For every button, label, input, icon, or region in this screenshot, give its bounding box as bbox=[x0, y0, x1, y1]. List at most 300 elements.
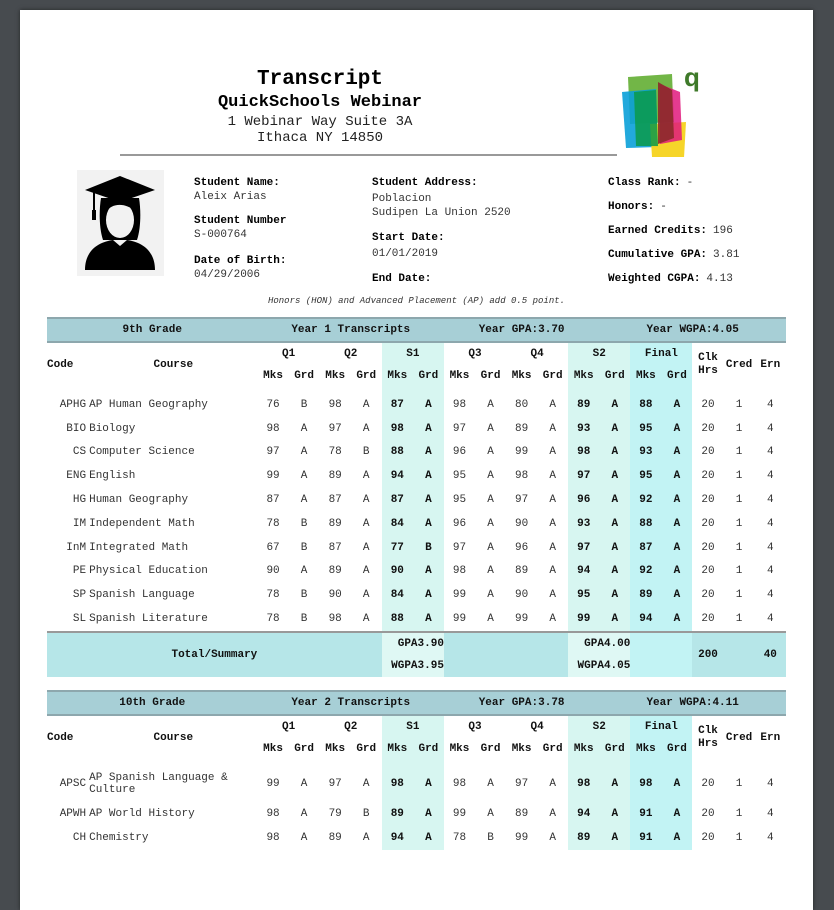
q3-marks: 97 bbox=[452, 541, 467, 554]
q3-grade: A bbox=[487, 470, 494, 483]
final-grade: A bbox=[661, 766, 692, 802]
q4-marks: 89 bbox=[514, 565, 529, 578]
clock-hours: 20 bbox=[701, 778, 715, 790]
year-title: Year 1 Transcripts bbox=[258, 318, 444, 342]
col-course: Course bbox=[153, 732, 194, 744]
final-marks: 88 bbox=[630, 512, 661, 536]
col-hrs: Hrs bbox=[698, 738, 718, 750]
final-grade: A bbox=[661, 802, 692, 826]
q1-marks: 67 bbox=[266, 541, 280, 554]
q2-marks: 87 bbox=[328, 494, 342, 507]
s1-grade: B bbox=[413, 536, 444, 560]
s1-marks: 98 bbox=[382, 766, 413, 802]
course-code: PE bbox=[72, 565, 87, 578]
col-cred: Cred bbox=[725, 359, 753, 371]
weighted-cgpa: Weighted CGPA: 4.13 bbox=[608, 273, 733, 285]
col-q3: Q3 bbox=[468, 348, 482, 360]
q2-marks: 89 bbox=[328, 470, 342, 483]
q4-marks: 96 bbox=[514, 541, 529, 554]
student-name: Aleix Arias bbox=[194, 191, 267, 203]
final-summary bbox=[630, 632, 692, 677]
s2-marks: 94 bbox=[568, 802, 599, 826]
total-clock-hours: 200 bbox=[692, 632, 723, 677]
q3-marks: 97 bbox=[452, 422, 467, 435]
col-clk: Clk bbox=[698, 725, 718, 737]
student-info-col2 bbox=[372, 176, 511, 286]
course-row bbox=[47, 766, 786, 802]
earned: 4 bbox=[767, 613, 774, 626]
q1-grade: A bbox=[300, 470, 308, 483]
s1-grade: A bbox=[413, 441, 444, 465]
final-grade: A bbox=[661, 393, 692, 417]
final-marks: 92 bbox=[630, 560, 661, 584]
course-code: APHG bbox=[59, 398, 87, 411]
earned: 4 bbox=[767, 831, 774, 844]
credits: 1 bbox=[735, 470, 743, 483]
q2-grade: B bbox=[362, 446, 370, 459]
q3-marks: 95 bbox=[452, 494, 467, 507]
clock-hours: 20 bbox=[701, 446, 715, 459]
q1-marks: 87 bbox=[266, 494, 280, 507]
s1-marks: 94 bbox=[382, 826, 413, 850]
col-s2: S2 bbox=[568, 715, 630, 738]
col-grd: Grd bbox=[542, 743, 563, 755]
s2-grade: A bbox=[599, 766, 630, 802]
q4-marks: 98 bbox=[514, 470, 529, 483]
q4-grade: A bbox=[549, 446, 556, 459]
final-marks: 95 bbox=[630, 417, 661, 441]
course-name: Independent Math bbox=[89, 517, 195, 530]
course-code: BIO bbox=[66, 422, 87, 435]
course-row bbox=[47, 417, 786, 441]
q3-marks: 99 bbox=[452, 807, 467, 820]
col-mks: Mks bbox=[263, 370, 283, 382]
credits: 1 bbox=[735, 613, 743, 626]
q4-marks: 97 bbox=[514, 778, 529, 790]
honors-note: Honors (HON) and Advanced Placement (AP) add 0.5 point. bbox=[267, 296, 566, 306]
school-address-line1: 1 Webinar Way Suite 3A bbox=[227, 114, 413, 130]
year-header-band bbox=[47, 318, 786, 342]
final-marks: 88 bbox=[630, 393, 661, 417]
q4-grade: A bbox=[549, 589, 556, 602]
course-row bbox=[47, 560, 786, 584]
course-code: CH bbox=[72, 831, 87, 844]
course-name bbox=[89, 766, 257, 802]
q4-marks: 99 bbox=[514, 613, 529, 626]
col-q1: Q1 bbox=[281, 348, 296, 360]
clock-hours: 20 bbox=[701, 541, 715, 554]
final-grade: A bbox=[661, 560, 692, 584]
q4-marks: 80 bbox=[514, 398, 529, 411]
course-code: IM bbox=[72, 517, 87, 530]
q2-grade: A bbox=[362, 565, 370, 578]
q2-marks: 78 bbox=[328, 446, 342, 459]
q1-grade: B bbox=[300, 541, 308, 554]
final-marks: 91 bbox=[630, 826, 661, 850]
q2-marks: 89 bbox=[328, 831, 342, 844]
q3-grade: A bbox=[487, 613, 494, 626]
q2-grade: A bbox=[362, 613, 370, 626]
col-mks: Mks bbox=[630, 365, 661, 387]
col-grd: Grd bbox=[294, 743, 315, 755]
final-grade: A bbox=[661, 512, 692, 536]
q2-marks: 97 bbox=[328, 778, 342, 790]
q1-marks: 78 bbox=[266, 517, 280, 530]
earned: 4 bbox=[767, 778, 774, 790]
col-mks: Mks bbox=[630, 738, 661, 760]
q2-marks: 98 bbox=[328, 613, 342, 626]
earned: 4 bbox=[767, 589, 774, 602]
final-marks: 98 bbox=[630, 766, 661, 802]
q4-marks: 97 bbox=[514, 494, 529, 507]
final-grade: A bbox=[661, 607, 692, 632]
s1-grade: A bbox=[413, 607, 444, 632]
earned: 4 bbox=[767, 446, 774, 459]
course-row bbox=[47, 464, 786, 488]
course-name: English bbox=[89, 470, 136, 483]
col-mks: Mks bbox=[325, 370, 346, 382]
s1-marks: 84 bbox=[382, 583, 413, 607]
s1-marks: 87 bbox=[382, 393, 413, 417]
earned-credits: Earned Credits: 196 bbox=[608, 225, 733, 237]
s2-wgpa: WGPA4.05 bbox=[568, 655, 630, 677]
s1-grade: A bbox=[413, 512, 444, 536]
earned: 4 bbox=[767, 517, 774, 530]
course-code: InM bbox=[66, 541, 87, 554]
credits: 1 bbox=[735, 398, 743, 411]
q4-marks: 90 bbox=[514, 589, 529, 602]
clock-hours: 20 bbox=[701, 613, 715, 626]
q2-marks: 87 bbox=[328, 541, 342, 554]
document-title: Transcript bbox=[256, 68, 384, 91]
course-code: ENG bbox=[66, 470, 87, 483]
q3-grade: B bbox=[487, 831, 494, 844]
q1-marks: 78 bbox=[266, 589, 280, 602]
q1-grade: B bbox=[300, 398, 308, 411]
s2-marks: 96 bbox=[568, 488, 599, 512]
col-clock-hours bbox=[692, 342, 723, 387]
course-row bbox=[47, 488, 786, 512]
clock-hours: 20 bbox=[701, 494, 715, 507]
q1-marks: 78 bbox=[266, 613, 280, 626]
col-q4: Q4 bbox=[530, 348, 544, 360]
graduate-avatar-icon bbox=[77, 170, 164, 276]
col-grd: Grd bbox=[356, 370, 377, 382]
col-mks: Mks bbox=[511, 370, 532, 382]
final-grade: A bbox=[661, 464, 692, 488]
q1-grade: A bbox=[300, 494, 308, 507]
q2-grade: A bbox=[362, 517, 370, 530]
s2-grade: A bbox=[599, 802, 630, 826]
clock-hours: 20 bbox=[701, 565, 715, 578]
s1-grade: A bbox=[413, 583, 444, 607]
q4-grade: A bbox=[549, 807, 556, 820]
year-table-2 bbox=[47, 690, 786, 850]
s2-grade: A bbox=[599, 441, 630, 465]
credits: 1 bbox=[735, 831, 743, 844]
final-marks: 92 bbox=[630, 488, 661, 512]
course-name: Spanish Literature bbox=[89, 613, 208, 626]
course-name: Human Geography bbox=[89, 494, 189, 507]
class-rank: Class Rank: - bbox=[608, 177, 694, 189]
year-wgpa: Year WGPA:4.05 bbox=[599, 318, 786, 342]
q2-marks: 98 bbox=[328, 398, 342, 411]
earned: 4 bbox=[767, 422, 774, 435]
q4-grade: A bbox=[549, 422, 556, 435]
earned: 4 bbox=[767, 398, 774, 411]
q3-marks: 98 bbox=[452, 565, 467, 578]
year-wgpa: Year WGPA:4.11 bbox=[599, 691, 786, 715]
course-row bbox=[47, 826, 786, 850]
s2-grade: A bbox=[599, 826, 630, 850]
final-grade: A bbox=[661, 488, 692, 512]
q1-grade: A bbox=[300, 831, 308, 844]
clock-hours: 20 bbox=[701, 517, 715, 530]
course-name: Biology bbox=[89, 422, 136, 435]
q4-grade: A bbox=[549, 541, 556, 554]
col-grd: Grd bbox=[294, 370, 315, 382]
q3-marks: 95 bbox=[452, 470, 467, 483]
q2-grade: A bbox=[362, 778, 370, 790]
s1-marks: 98 bbox=[382, 417, 413, 441]
q4-marks: 99 bbox=[514, 831, 529, 844]
col-clock-hours bbox=[692, 715, 723, 760]
school-header bbox=[120, 68, 520, 146]
col-clk: Clk bbox=[698, 352, 718, 364]
final-marks: 89 bbox=[630, 583, 661, 607]
s1-marks: 90 bbox=[382, 560, 413, 584]
grade-label: 10th Grade bbox=[47, 691, 258, 715]
course-row bbox=[47, 512, 786, 536]
final-marks: 95 bbox=[630, 464, 661, 488]
total-earned: 40 bbox=[755, 632, 786, 677]
earned: 4 bbox=[767, 541, 774, 554]
course-name: Computer Science bbox=[89, 446, 195, 459]
q2-marks: 89 bbox=[328, 517, 342, 530]
q1-marks: 76 bbox=[266, 398, 280, 411]
s2-marks: 93 bbox=[568, 512, 599, 536]
student-address-line2: Sudipen La Union 2520 bbox=[372, 207, 511, 219]
q1-marks: 99 bbox=[266, 470, 280, 483]
course-row bbox=[47, 441, 786, 465]
q1-grade: A bbox=[300, 807, 308, 820]
q3-grade: A bbox=[487, 565, 494, 578]
student-number-label: Student Number bbox=[194, 215, 287, 227]
q3-grade: A bbox=[487, 541, 494, 554]
q1-grade: A bbox=[300, 565, 308, 578]
q1-marks: 97 bbox=[266, 446, 280, 459]
col-mks: Mks bbox=[449, 370, 470, 382]
student-info-col1 bbox=[194, 176, 286, 282]
final-marks: 93 bbox=[630, 441, 661, 465]
course-row bbox=[47, 607, 786, 632]
col-grd: Grd bbox=[413, 738, 444, 760]
col-mks: Mks bbox=[382, 365, 413, 387]
honors: Honors: - bbox=[608, 201, 667, 213]
final-grade: A bbox=[661, 441, 692, 465]
q2-grade: A bbox=[362, 470, 370, 483]
col-grd: Grd bbox=[661, 365, 692, 387]
col-grd: Grd bbox=[413, 365, 444, 387]
s2-grade: A bbox=[599, 560, 630, 584]
course-row bbox=[47, 583, 786, 607]
s2-grade: A bbox=[599, 417, 630, 441]
credits: 1 bbox=[735, 589, 743, 602]
start-date-value: 01/01/2019 bbox=[372, 248, 439, 260]
course-code: SP bbox=[72, 589, 87, 602]
earned: 4 bbox=[767, 807, 774, 820]
col-grd: Grd bbox=[542, 370, 563, 382]
q3-marks: 99 bbox=[452, 589, 467, 602]
col-mks: Mks bbox=[449, 743, 470, 755]
col-q4: Q4 bbox=[530, 721, 544, 733]
year-header-band bbox=[47, 691, 786, 715]
q2-grade: A bbox=[362, 494, 370, 507]
course-name: Spanish Language bbox=[89, 589, 195, 602]
col-grd: Grd bbox=[480, 743, 501, 755]
clock-hours: 20 bbox=[701, 422, 715, 435]
quickschools-logo-icon bbox=[620, 62, 710, 157]
s1-grade: A bbox=[413, 393, 444, 417]
course-code: CS bbox=[72, 446, 87, 459]
q3-grade: A bbox=[487, 398, 494, 411]
final-marks: 91 bbox=[630, 802, 661, 826]
s2-marks: 98 bbox=[568, 766, 599, 802]
s2-marks: 98 bbox=[568, 441, 599, 465]
s2-marks: 97 bbox=[568, 464, 599, 488]
q1-marks: 90 bbox=[266, 565, 280, 578]
final-grade: A bbox=[661, 417, 692, 441]
final-grade: A bbox=[661, 536, 692, 560]
s2-marks: 99 bbox=[568, 607, 599, 632]
student-name-label: Student Name: bbox=[194, 177, 280, 189]
q3-grade: A bbox=[487, 446, 494, 459]
s1-marks: 87 bbox=[382, 488, 413, 512]
q4-grade: A bbox=[549, 778, 556, 790]
q4-grade: A bbox=[549, 831, 556, 844]
course-row bbox=[47, 802, 786, 826]
s1-grade: A bbox=[413, 802, 444, 826]
q2-grade: B bbox=[362, 807, 370, 820]
course-code: APSC bbox=[59, 778, 87, 790]
course-name: Physical Education bbox=[89, 565, 208, 578]
clock-hours: 20 bbox=[701, 398, 715, 411]
s1-gpa: GPA3.90 bbox=[382, 632, 444, 655]
earned: 4 bbox=[767, 470, 774, 483]
q3-marks: 78 bbox=[452, 831, 467, 844]
q2-marks: 97 bbox=[328, 422, 342, 435]
col-hrs: Hrs bbox=[698, 365, 718, 377]
s2-grade: A bbox=[599, 536, 630, 560]
q2-marks: 79 bbox=[328, 807, 342, 820]
col-final: Final bbox=[630, 342, 692, 365]
q2-marks: 89 bbox=[328, 565, 342, 578]
col-mks: Mks bbox=[568, 738, 599, 760]
s2-grade: A bbox=[599, 512, 630, 536]
q4-marks: 89 bbox=[514, 807, 529, 820]
summary-label: Total/Summary bbox=[47, 632, 382, 677]
q4-marks: 99 bbox=[514, 446, 529, 459]
course-name: Chemistry bbox=[89, 831, 149, 844]
q1-marks: 98 bbox=[266, 807, 280, 820]
col-grd: Grd bbox=[599, 738, 630, 760]
q1-grade: B bbox=[300, 517, 308, 530]
s2-grade: A bbox=[599, 583, 630, 607]
q4-grade: A bbox=[549, 613, 556, 626]
q3-marks: 99 bbox=[452, 613, 467, 626]
course-name-text: AP Spanish Language & Culture bbox=[89, 772, 228, 796]
col-s1: S1 bbox=[382, 715, 444, 738]
q3-marks: 98 bbox=[452, 398, 467, 411]
s2-grade: A bbox=[599, 393, 630, 417]
q4-grade: A bbox=[549, 565, 556, 578]
header-divider bbox=[120, 154, 617, 156]
q3-grade: A bbox=[487, 589, 494, 602]
q3-grade: A bbox=[487, 517, 494, 530]
q3-marks: 98 bbox=[452, 778, 467, 790]
col-code: Code bbox=[47, 359, 74, 371]
summary-row bbox=[47, 632, 786, 655]
col-s1: S1 bbox=[382, 342, 444, 365]
credits: 1 bbox=[735, 778, 743, 790]
s2-marks: 93 bbox=[568, 417, 599, 441]
q4-marks: 89 bbox=[514, 422, 529, 435]
year-gpa: Year GPA:3.78 bbox=[444, 691, 599, 715]
s2-grade: A bbox=[599, 488, 630, 512]
s1-grade: A bbox=[413, 826, 444, 850]
course-name: Integrated Math bbox=[89, 541, 189, 554]
school-address-line2: Ithaca NY 14850 bbox=[256, 130, 384, 146]
col-mks: Mks bbox=[382, 738, 413, 760]
q2-grade: A bbox=[362, 541, 370, 554]
student-address-line1: Poblacion bbox=[372, 193, 432, 205]
col-mks: Mks bbox=[325, 743, 346, 755]
student-photo bbox=[77, 170, 164, 276]
credits: 1 bbox=[735, 494, 743, 507]
svg-text:q: q bbox=[684, 62, 700, 92]
col-q1: Q1 bbox=[281, 721, 296, 733]
final-grade: A bbox=[661, 826, 692, 850]
s2-grade: A bbox=[599, 464, 630, 488]
s1-wgpa: WGPA3.95 bbox=[382, 655, 444, 677]
q2-grade: A bbox=[362, 398, 370, 411]
s1-grade: A bbox=[413, 766, 444, 802]
q1-grade: A bbox=[300, 446, 308, 459]
q3-marks: 96 bbox=[452, 517, 467, 530]
cumulative-gpa: Cumulative GPA: 3.81 bbox=[608, 249, 740, 261]
q3-marks: 96 bbox=[452, 446, 467, 459]
q1-grade: B bbox=[300, 613, 308, 626]
q2-grade: A bbox=[362, 831, 370, 844]
col-final: Final bbox=[630, 715, 692, 738]
earned: 4 bbox=[767, 494, 774, 507]
col-mks: Mks bbox=[263, 743, 283, 755]
course-code: SL bbox=[72, 613, 87, 626]
q4-grade: A bbox=[549, 398, 556, 411]
s1-grade: A bbox=[413, 488, 444, 512]
year-table-1 bbox=[47, 317, 786, 677]
q1-marks: 98 bbox=[266, 422, 280, 435]
grade-label: 9th Grade bbox=[47, 318, 258, 342]
col-grd: Grd bbox=[661, 738, 692, 760]
clock-hours: 20 bbox=[701, 831, 715, 844]
s2-marks: 89 bbox=[568, 393, 599, 417]
col-s2: S2 bbox=[568, 342, 630, 365]
transcript-page bbox=[20, 10, 813, 910]
q1-grade: A bbox=[300, 422, 308, 435]
student-address-label: Student Address: bbox=[372, 177, 478, 189]
earned: 4 bbox=[767, 565, 774, 578]
